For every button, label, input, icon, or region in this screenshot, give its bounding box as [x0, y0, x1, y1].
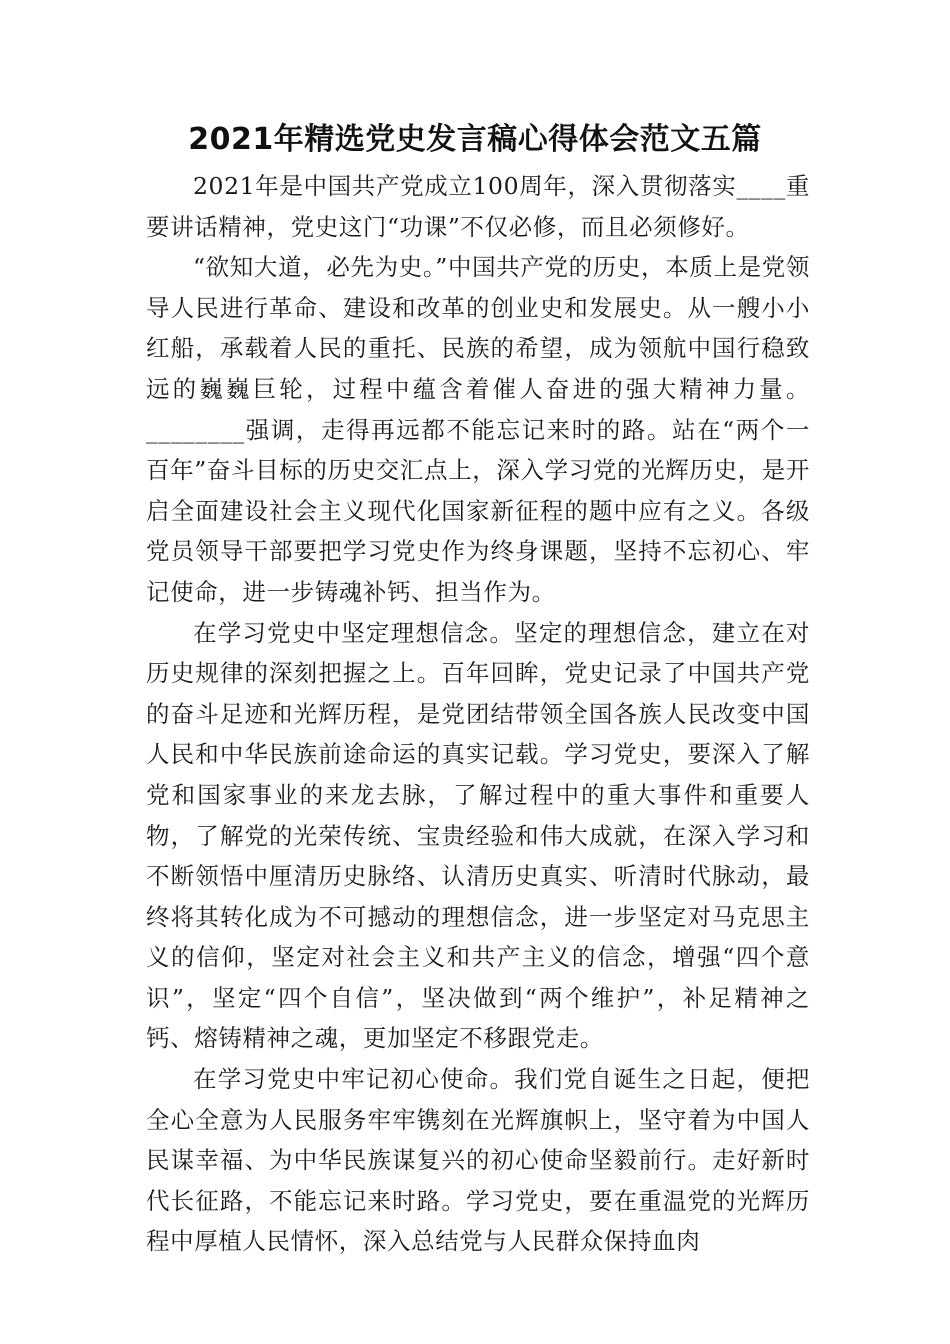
- paragraph-ideals: 在学习党史中坚定理想信念。坚定的理想信念，建立在对历史规律的深刻把握之上。百年回眸，党史记录了中国共产党的奋斗足迹和光辉历程，是党团结带领全国各族人民改变中国人民和中华民族前途命运的真实记载。学习党史，要深入了解党和国家事业的来龙去脉，了解过程中的重大事件和重要人物，了解党的光荣传统、宝贵经验和伟大成就，在深入学习和不断领悟中厘清历史脉络、认清历史真实、听清时代脉动，最终将其转化成为不可撼动的理想信念，进一步坚定对马克思主义的信仰，坚定对社会主义和共产主义的信念，增强“四个意识”，坚定“四个自信”，坚决做到“两个维护”，补足精神之钙、熔铸精神之魂，更加坚定不移跟党走。: [146, 618, 810, 1053]
- paragraph-history: “欲知大道，必先为史。”中国共产党的历史，本质上是党领导人民进行革命、建设和改革的创业史和发展史。从一艘小小红船，承载着人民的重托、民族的希望，成为领航中国行稳致远的巍巍巨轮，过程中蕴含着催人奋进的强大精神力量。________强调，走得再远都不能忘记来时的路。站在“两个一百年”奋斗目标的历史交汇点上，深入学习党的光辉历史，是开启全面建设社会主义现代化国家新征程的题中应有之义。各级党员领导干部要把学习党史作为终身课题，坚持不忘初心、牢记使命，进一步铸魂补钙、担当作为。: [146, 253, 810, 606]
- paragraph-intro: 2021年是中国共产党成立100周年，深入贯彻落实____重要讲话精神，党史这门“功课”不仅必修，而且必须修好。: [146, 172, 810, 241]
- paragraph-mission: 在学习党史中牢记初心使命。我们党自诞生之日起，便把全心全意为人民服务牢牢镌刻在光辉旗帜上，坚守着为中国人民谋幸福、为中华民族谋复兴的初心使命坚毅前行。走好新时代长征路，不能忘记来时路。学习党史，要在重温党的光辉历程中厚植人民情怀，深入总结党与人民群众保持血肉: [146, 1065, 810, 1256]
- document-body: [146, 166, 810, 1262]
- document-title: 2021年精选党史发言稿心得体会范文五篇: [188, 122, 762, 157]
